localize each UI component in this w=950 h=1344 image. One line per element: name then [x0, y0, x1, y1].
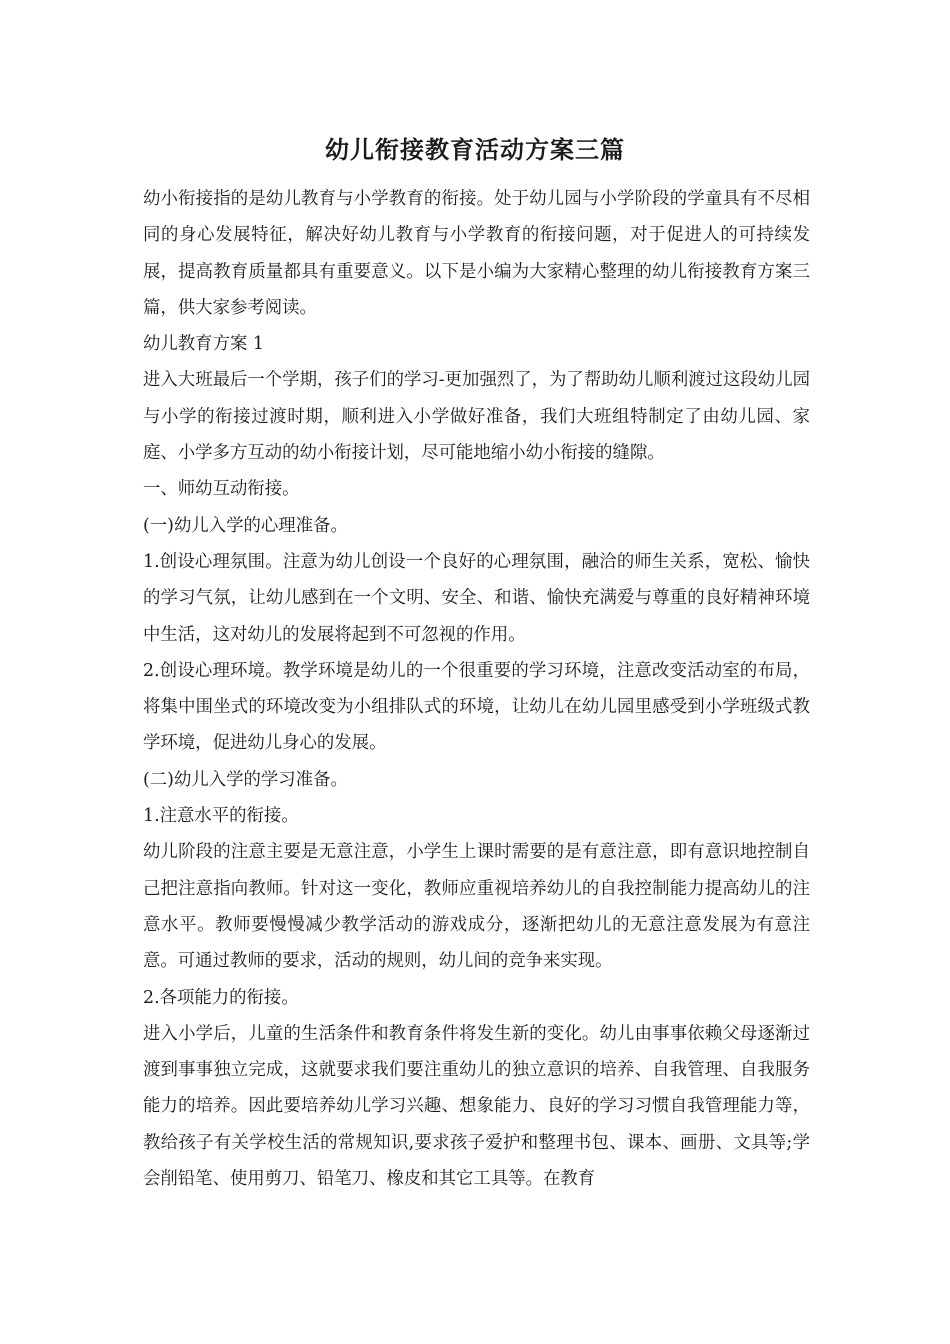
subsection-heading-1: (一)幼儿入学的心理准备。 [143, 515, 348, 536]
paragraph-item-2-2: 进入小学后，儿童的生活条件和教育条件将发生新的变化。幼儿由事事依赖父母逐渐过渡到事事独立完成，这就要求我们要注重幼儿的独立意识的培养、自我管理、自我服务能力的培养。因此要培养幼儿学习兴趣、想象能力、良好的学习习惯自我管理能力等，教给孩子有关学校生活的常规知识,要求孩子爱护和整理书包、课本、画册、文具等;学会削铅笔、使用剪刀、铅笔刀、橡皮和其它工具等。在教育 [143, 1023, 810, 1190]
item-heading-2-2: 2.各项能力的衔接。 [143, 987, 299, 1008]
document-title: 幼儿衔接教育活动方案三篇 [325, 135, 625, 164]
paragraph-plan-1-intro: 进入大班最后一个学期，孩子们的学习-更加强烈了，为了帮助幼儿顺利渡过这段幼儿园与小学的衔接过渡时期，顺利进入小学做好准备，我们大班组特制定了由幼儿园、家庭、小学多方互动的幼小衔接计划，尽可能地缩小幼小衔接的缝隙。 [143, 370, 810, 464]
item-heading-2-1: 1.注意水平的衔接。 [143, 806, 299, 827]
paragraph-item-1-1: 1.创设心理氛围。注意为幼儿创设一个良好的心理氛围，融洽的师生关系，宽松、愉快的学习气氛，让幼儿感到在一个文明、安全、和谐、愉快充满爱与尊重的良好精神环境中生活，这对幼儿的发展将起到不可忽视的作用。 [143, 551, 810, 645]
subsection-heading-2: (二)幼儿入学的学习准备。 [143, 769, 348, 790]
paragraph-item-1-2: 2.创设心理环境。教学环境是幼儿的一个很重要的学习环境，注意改变活动室的布局，将集中围坐式的环境改变为小组排队式的环境，让幼儿在幼儿园里感受到小学班级式教学环境，促进幼儿身心的发展。 [143, 660, 810, 754]
paragraph-item-2-1: 幼儿阶段的注意主要是无意注意，小学生上课时需要的是有意注意，即有意识地控制自己把注意指向教师。针对这一变化，教师应重视培养幼儿的自我控制能力提高幼儿的注意水平。教师要慢慢减少教学活动的游戏成分，逐渐把幼儿的无意注意发展为有意注意。可通过教师的要求，活动的规则，幼儿间的竞争来实现。 [143, 842, 810, 972]
document-body [143, 181, 810, 1197]
paragraph-intro: 幼小衔接指的是幼儿教育与小学教育的衔接。处于幼儿园与小学阶段的学童具有不尽相同的身心发展特征，解决好幼儿教育与小学教育的衔接问题，对于促进人的可持续发展，提高教育质量都具有重要意义。以下是小编为大家精心整理的幼儿衔接教育方案三篇，供大家参考阅读。 [143, 189, 810, 318]
section-heading-1: 一、师幼互动衔接。 [143, 479, 300, 500]
section-heading-plan-1: 幼儿教育方案 1 [143, 334, 264, 355]
